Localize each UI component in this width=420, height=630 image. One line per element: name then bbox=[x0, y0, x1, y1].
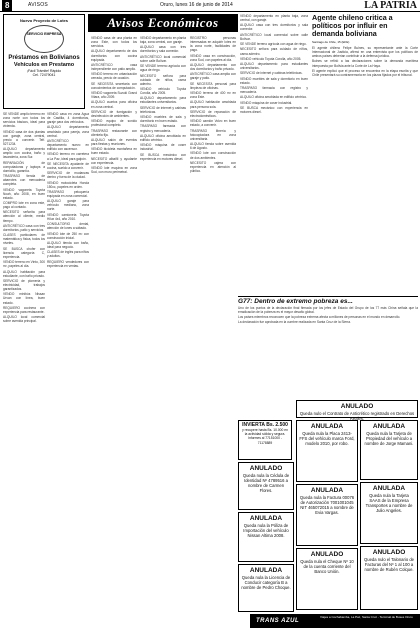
classified-ad: CONSULTORIO dental, atención de lunes a sábado. bbox=[47, 222, 89, 231]
promo-line-3: Vehículos en Prestamo bbox=[13, 62, 75, 68]
classified-ad: TRASPASO restaurante con clientela fija. bbox=[91, 128, 137, 137]
classified-ad: NECESITO señora para cuidado de niños, cama adentro. bbox=[240, 47, 308, 56]
news-article-chile bbox=[312, 14, 418, 296]
classified-ad: SERVICIO de reparación de electrodomésticos. bbox=[190, 109, 236, 118]
classified-column-2 bbox=[47, 112, 89, 612]
classified-ad: TRASPASO farmacia con registro y mercadería. bbox=[240, 86, 308, 95]
notice-body: Queda nulo el Talonario de Facturas del Nº 1 al 100 a nombre de Rubén Colque. bbox=[364, 557, 414, 572]
article-paragraph: Bulnes se refirió a las declaraciones sobre la demanda marítima interpuesta por Bolivia ante la Corte de La Haya. bbox=[312, 59, 418, 68]
notice-body: Queda nula la Factura 00076 de Autorización 7001001045 NIT 465072015 a nombre de Evia Vargas. bbox=[299, 495, 355, 515]
annulment-notice bbox=[238, 512, 294, 562]
article-byline: Santiago de Chile, 15 (EFE) bbox=[312, 40, 350, 44]
classified-ad: VENDO minibús Nissan Urvan con línea, buen estado. bbox=[3, 292, 45, 305]
classified-ad: VENDO equipo de sonido profesional completo. bbox=[91, 119, 137, 128]
classified-ad: TRASPASO tienda de abarrotes con mercadería completa. bbox=[3, 174, 45, 187]
classified-ad: TRASPASO librería y fotocopiadora en zona universitaria. bbox=[190, 128, 236, 141]
notice-body: Queda nula la Tarjeta SAAS de la Empresa Transportes a nombre de Julio Angeles. bbox=[365, 493, 413, 513]
classified-ad: VENDO vagoneta Toyota Noah, año 2008, en buen estado. bbox=[3, 187, 45, 200]
article-paragraph: El agente chileno Felipe Bulnes, su representante ante la Corte Internacional de Justicia, afirmó en una entrevista que los políticos de ambos países deberían contribuir a la defensa jurídica. bbox=[312, 46, 418, 59]
notice-body: Queda nula la Licencia de Conducir categoría B a nombre de Pedro Choque. bbox=[241, 575, 291, 590]
notice-title: ANULADA bbox=[372, 423, 406, 430]
classified-ad: SE BUSCA chofer con licencia categoría C, experiencia. bbox=[3, 246, 45, 259]
classified-ad: VENDO camioneta Toyota Hilux 4x4, año 2010. bbox=[47, 212, 89, 221]
annulment-notice bbox=[238, 564, 294, 612]
annulment-notice bbox=[360, 420, 418, 480]
loan-advertisement bbox=[3, 14, 85, 109]
classified-ad: SE BUSCA mecánico con experiencia en motores diesel. bbox=[240, 106, 308, 115]
classified-ad: VENDO vagoneta Suzuki Grand Vitara, año 2009. bbox=[91, 91, 137, 100]
notice-title: ANULADO bbox=[249, 465, 283, 472]
footer-advertisement bbox=[250, 614, 420, 628]
classified-column-5 bbox=[190, 36, 236, 612]
classified-ad: VENDO casa de una planta en zona Este, con todos los servicios. bbox=[91, 36, 137, 49]
annulment-notice bbox=[296, 484, 358, 546]
classified-ad: TRASPASO peluquería equipada en zona comercial. bbox=[47, 189, 89, 198]
classified-ad: ALQUILO habitación amoblada para persona sola. bbox=[190, 100, 236, 109]
classified-ad: VENDO terreno en carretera a La Paz, ideal para galpón. bbox=[47, 152, 89, 161]
promo-line-1: Nuevo Proyecto de Lotes bbox=[19, 18, 68, 23]
classified-ad: SE NECESITA ayudante de cocina, sueldo a convenir. bbox=[47, 161, 89, 170]
classified-ad: VENDO bicicleta montañera en buen estado. bbox=[91, 147, 137, 156]
notice-body: Queda nula la Cédula de Identidad Nº 4789516 a nombre de Carmen Flores. bbox=[242, 473, 290, 493]
classified-ad: SE VENDE terreno agrícola con agua de riego. bbox=[140, 64, 186, 73]
article-title: Agente chileno critica a políticos por influir en demanda boliviana bbox=[312, 13, 393, 38]
classifieds-banner: Avisos Económicos bbox=[88, 14, 238, 32]
classified-ad: ALQUILO tienda con baño, ideal para negocio. bbox=[47, 240, 89, 249]
classified-ad: VENDO máquina de coser industrial. bbox=[240, 100, 293, 105]
classified-ad: VENDO terreno de 400 m² en zona Este. bbox=[190, 91, 236, 100]
notice-title: ANULADA bbox=[310, 423, 344, 430]
classified-ad: TRASPASO farmacia con registro y mercadería. bbox=[140, 124, 186, 133]
investment-ad bbox=[238, 420, 292, 460]
classified-ad: NECESITO señorita para atención al cliente, medio tiempo. bbox=[3, 210, 45, 223]
classified-ad: ALQUILO departamento con dos dormitorios y baño privado. bbox=[190, 62, 236, 72]
classified-column-1 bbox=[3, 112, 45, 612]
classified-ad: ALQUILO oficina amoblada en edificio céntrico. bbox=[240, 95, 307, 100]
classified-ad: SERVICIO de mudanzas dentro y fuera de la ciudad. bbox=[47, 171, 89, 180]
promo-line-2: Préstamos en Bolivianos bbox=[8, 55, 80, 61]
issue-date: Oruro, lunes 16 de junio de 2014 bbox=[160, 2, 233, 8]
masthead: LA PATRIA bbox=[364, 0, 417, 11]
annulment-notice bbox=[360, 546, 418, 610]
notice-body: Queda nulo el Contrato de Anticrético registrado en Derechos Reales. bbox=[299, 411, 415, 421]
classified-ad: VENDO motocicleta Honda 150cc, papeles en orden. bbox=[47, 180, 89, 189]
article-paragraph: Uno de los puntos de la declaración final firmada por los jefes de Estado del Grupo de los 77 más China señala que la erradicación de la pobreza es el mayor desafío global. bbox=[238, 305, 418, 314]
article-paragraph: Los países miembros reconocen que la pobreza extrema afecta a millones de personas en el mundo en desarrollo. bbox=[238, 314, 401, 319]
notice-body: Queda nula el Cheque Nº 10 de la cuenta corriente del Banco Unión. bbox=[300, 559, 354, 574]
classified-ad: ALQUILO departamento para estudiantes universitarios. bbox=[140, 96, 186, 105]
section-name: AVISOS bbox=[28, 2, 49, 8]
notice-body: Queda nula la Póliza de Importación del vehículo Nissan Altima 2008. bbox=[243, 523, 289, 538]
classified-ad: NECESITO cajera con experiencia en atención al público. bbox=[190, 160, 236, 173]
promo-line-4: ¡Fácil Trámite! Rápido bbox=[26, 68, 62, 73]
notice-body: Queda nula la Placa 2413-FFS del vehículo marca Ford, modelo 2010, por robo. bbox=[299, 431, 355, 446]
notice-title: ANULADA bbox=[249, 567, 283, 574]
classified-ad: REGISTRO personas interesadas en adquirir lotes en la zona norte, facilidades de pago. bbox=[190, 36, 236, 53]
classified-ad: ALQUILO oficina amoblada en edificio céntrico. bbox=[140, 133, 186, 142]
classified-ad: SERVICIO de fumigación y desinfección de ambientes. bbox=[91, 109, 137, 118]
classified-ad: ALQUILO departamento amplio con cocina, baño y lavandería, zona Sur. bbox=[3, 147, 45, 160]
classified-ad: ALQUILO casa con tres dormitorios y sala comedor. bbox=[240, 23, 308, 32]
classified-ad: NECESITO señora para cuidado de niños, cama adentro. bbox=[140, 73, 186, 86]
classified-ad: SERVICIO de plomería y electricidad, trabajos garantizados. bbox=[3, 278, 45, 292]
classified-ad: VENDO terreno en urbanización cerrada, precio de ocasión. bbox=[91, 72, 137, 81]
classified-ad: ALQUILO habitación para estudiante, con baño privado. bbox=[3, 269, 45, 278]
classified-ad: CLASES particulares de matemática y física, todos los niveles. bbox=[3, 233, 45, 246]
classified-ad: COMPRO lote en zona este, pago al contado. bbox=[3, 201, 45, 210]
classified-ad: ALQUILO casa con tres dormitorios y sala comedor. bbox=[140, 45, 186, 54]
classified-ad: ALQUILO cuartos para oficina en zona central. bbox=[91, 100, 137, 109]
classified-ad: VENDO lote esquina en zona Sud, con muro perimetral. bbox=[91, 166, 137, 175]
classified-ad: VENDO camión Volvo en buen estado, a convenir. bbox=[190, 119, 236, 128]
classified-column-6 bbox=[240, 14, 308, 298]
classified-ad: ALQUILO departamento de dos dormitorios con cocina equipada. bbox=[91, 49, 137, 62]
article-title: G77: Dentro de extremo pobreza es... bbox=[238, 296, 418, 306]
classified-ad: VENDO casa en zona Agua de Castilla, 4 dormitorios, garaje para dos vehículos. bbox=[47, 112, 89, 125]
promo-line-5: Cel. 72479041 bbox=[32, 73, 56, 77]
page-header bbox=[0, 0, 420, 12]
classified-ad: ANTICRÉTICO casa amplia con garaje y patio. bbox=[190, 72, 236, 81]
notice-title: ANULADO bbox=[340, 403, 374, 410]
classified-ad: NECESITO albañil y ayudante con experiencia. bbox=[91, 156, 137, 165]
classified-ad: SE NECESITA personal para limpieza de oficinas. bbox=[190, 81, 236, 90]
classified-ad: ALQUILO garaje para vehículo mediano, zona norte. bbox=[47, 199, 89, 212]
classified-ad: ALQUILO tienda sobre avenida 6 de Agosto. bbox=[190, 142, 236, 151]
classified-ad: CLASES de inglés para niños y adultos. bbox=[47, 250, 89, 259]
annulment-notice bbox=[296, 400, 418, 421]
notice-title: ANULADO bbox=[372, 549, 406, 556]
notice-title: ANULADA bbox=[310, 487, 344, 494]
classified-ad: SERVICIO de internet y cabinas telefónicas. bbox=[240, 71, 303, 76]
classified-ad: ANTICRÉTICO departamento nuevo en edificio con ascensor. bbox=[47, 138, 89, 152]
classified-ad: VENDO muebles de sala y dormitorio en buen estado. bbox=[240, 76, 308, 85]
classified-column-3 bbox=[91, 36, 137, 612]
article-paragraph: La declaración fue aprobada en la cumbre realizada en Santa Cruz de la Sierra. bbox=[238, 320, 351, 325]
classified-ad: ANTICRÉTICO local comercial sobre calle Bolívar. bbox=[140, 54, 186, 63]
promo-seal-icon: SERVICIO EMPRESA bbox=[24, 25, 64, 53]
annulment-notice bbox=[238, 462, 294, 510]
annulment-notice bbox=[296, 548, 358, 610]
classified-ad: VENDO casa en construcción, zona Sud, con papeles al día. bbox=[190, 53, 236, 62]
classified-ad: REQUIERO vendedores con experiencia en ventas. bbox=[47, 259, 89, 268]
classified-ad: ANTICRÉTICO local comercial sobre calle Bolívar. bbox=[240, 32, 308, 41]
article-paragraph: El agente explicó que el proceso se encuentra en la etapa escrita y que Chile presentará su contramemoria en los plazos fijados por el tribunal. bbox=[312, 68, 418, 77]
classified-ad: SE BUSCA mecánico con experiencia en motores diesel. bbox=[140, 152, 186, 161]
investment-body: y recupere hasta Bs. 10.000 en la actividad sólida y segura. Informes al 77151000 - 71178889 bbox=[242, 428, 288, 445]
classified-ad: VENDO departamento en planta baja, zona central, con garaje. bbox=[140, 36, 186, 45]
classified-ad: REPARACIÓN de computadoras y laptops a domicilio, garantía. bbox=[3, 160, 45, 173]
notice-title: ANULADA bbox=[249, 515, 283, 522]
notice-body: Queda nula la Tarjeta de Propiedad del vehículo a nombre de Jorge Mamani. bbox=[364, 431, 414, 446]
classified-ad: VENDO lote de 250 m² con construcción inicial. bbox=[47, 231, 89, 240]
classified-ad: REQUIERO cocinera con experiencia para restaurante. bbox=[3, 305, 45, 314]
notice-title: ANULADA bbox=[372, 485, 406, 492]
classified-ad: VENDO vehículo Toyota Corolla, año 2005. bbox=[140, 86, 186, 96]
classified-ad: SE VENDE amplio terreno en zona norte con todos los servicios básicos, ideal para vivienda. bbox=[3, 112, 45, 129]
article-body bbox=[312, 46, 418, 296]
classified-ad: ANTICRÉTICO casa independiente con patio amplio. bbox=[91, 62, 137, 72]
classified-ad: VENDO máquina de coser industrial. bbox=[140, 143, 186, 152]
classified-ad: ALQUILO departamento para estudiantes universitarios. bbox=[240, 62, 308, 71]
classified-ad: VENDO vehículo Toyota Corolla, año 2005. bbox=[240, 56, 302, 61]
classified-ad: ALQUILO departamento amoblado para pareja, zona central. bbox=[47, 125, 89, 138]
page-number: 8 bbox=[2, 0, 12, 11]
footer-text: Viajes a Cochabamba, La Paz, Santa Cruz - Terminal de Buses Oruro bbox=[320, 615, 413, 619]
classified-ad: SERVICIO de internet y cabinas telefónicas. bbox=[140, 105, 186, 114]
bus-company-logo: TRANS AZUL bbox=[256, 618, 300, 624]
classified-ad: ANTICRÉTICO casa con tres dormitorios, patio y servicios. bbox=[3, 223, 45, 232]
investment-title: INVIERTA Bs. 2.500 bbox=[242, 422, 288, 428]
classified-ad: VENDO muebles de sala y dormitorio en buen estado. bbox=[140, 115, 186, 124]
classified-ad: SE NECESITA secretaria con conocimientos de computación. bbox=[91, 81, 137, 90]
classified-ad: SE VENDE terreno agrícola con agua de riego. bbox=[240, 42, 307, 47]
classified-ad: VENDO departamento en planta baja, zona central, con garaje. bbox=[240, 14, 308, 23]
classified-ad: VENDO terreno en Vinto, 300 m², papeles al día. bbox=[3, 260, 45, 269]
classified-ad: ALQUILO local comercial sobre avenida principal. bbox=[3, 315, 45, 324]
classified-column-4 bbox=[140, 36, 186, 612]
notice-title: ANULADO bbox=[310, 551, 344, 558]
classified-ad: VENDO lote con construcción de dos ambientes. bbox=[190, 151, 236, 160]
annulment-notice bbox=[360, 482, 418, 544]
classified-ad: ALQUILO salón de eventos para fiestas y reuniones. bbox=[91, 137, 137, 147]
classified-ad: VENDO casa de dos plantas con garaje, zona central, precio a convenir. Telf. 5271234. bbox=[3, 129, 45, 146]
annulment-notice bbox=[296, 420, 358, 482]
